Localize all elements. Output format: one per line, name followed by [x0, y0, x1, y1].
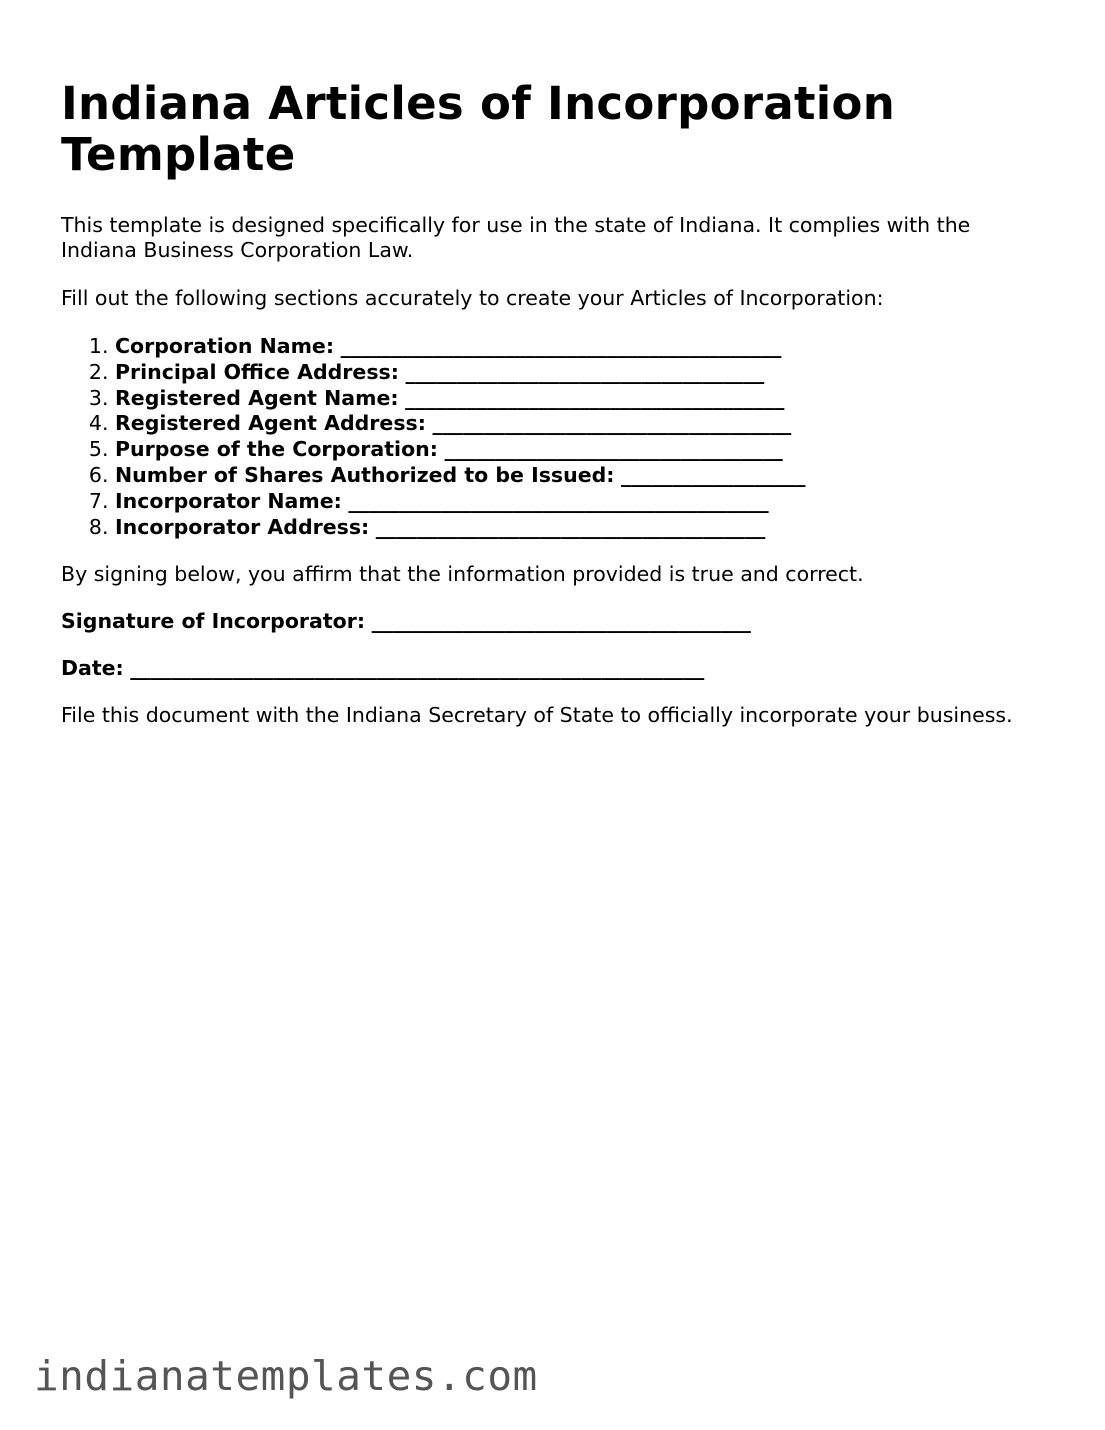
list-item — [115, 386, 1051, 412]
fields-list — [61, 334, 1051, 540]
signature-blank[interactable]: _____________________________________ — [371, 609, 751, 634]
date-label: Date: — [61, 656, 124, 681]
document-title: Indiana Articles of Incorporation Template — [61, 77, 896, 181]
field-label: Registered Agent Address: — [115, 411, 426, 436]
instruction-paragraph: Fill out the following sections accurately to create your Articles of Incorporation: — [61, 286, 884, 310]
field-label: Registered Agent Name: — [115, 385, 399, 410]
date-line — [61, 656, 1051, 681]
list-item — [115, 489, 1051, 515]
date-blank[interactable]: ________________________________________________________ — [130, 656, 705, 681]
field-label: Incorporator Address: — [115, 514, 370, 539]
field-label: Principal Office Address: — [115, 359, 399, 384]
field-blank[interactable]: ______________________________________ — [375, 514, 766, 539]
watermark-text: indianatemplates.com — [34, 1352, 538, 1400]
intro-paragraph: This template is designed specifically for use in the state of Indiana. It complies with the Indiana Business Corporation Law. — [61, 213, 971, 262]
affirmation-paragraph: By signing below, you affirm that the information provided is true and correct. — [61, 562, 864, 587]
list-item — [115, 411, 1051, 437]
signature-label: Signature of Incorporator: — [61, 609, 366, 634]
field-blank[interactable]: ___________________________________ — [432, 411, 792, 436]
list-item — [115, 360, 1051, 386]
field-label: Purpose of the Corporation: — [115, 437, 438, 462]
document-page — [61, 78, 1051, 728]
filing-note: File this document with the Indiana Secretary of State to officially incorporate your business. — [61, 703, 1013, 728]
field-blank[interactable]: ___________________________________ — [405, 359, 765, 384]
list-item — [115, 334, 1051, 360]
field-blank[interactable]: ___________________________________________ — [340, 334, 782, 358]
field-label: Incorporator Name: — [115, 488, 342, 513]
field-label: Corporation Name: — [115, 334, 335, 358]
field-blank[interactable]: _________________________________________ — [348, 488, 769, 513]
field-blank[interactable]: _____________________________________ — [405, 385, 785, 410]
field-label: Number of Shares Authorized to be Issued: — [115, 462, 615, 487]
field-blank[interactable]: __________________ — [621, 462, 806, 487]
list-item — [115, 463, 1051, 489]
list-item — [115, 515, 1051, 541]
list-item — [115, 437, 1051, 463]
field-blank[interactable]: _________________________________ — [444, 437, 783, 462]
signature-line — [61, 609, 1051, 634]
